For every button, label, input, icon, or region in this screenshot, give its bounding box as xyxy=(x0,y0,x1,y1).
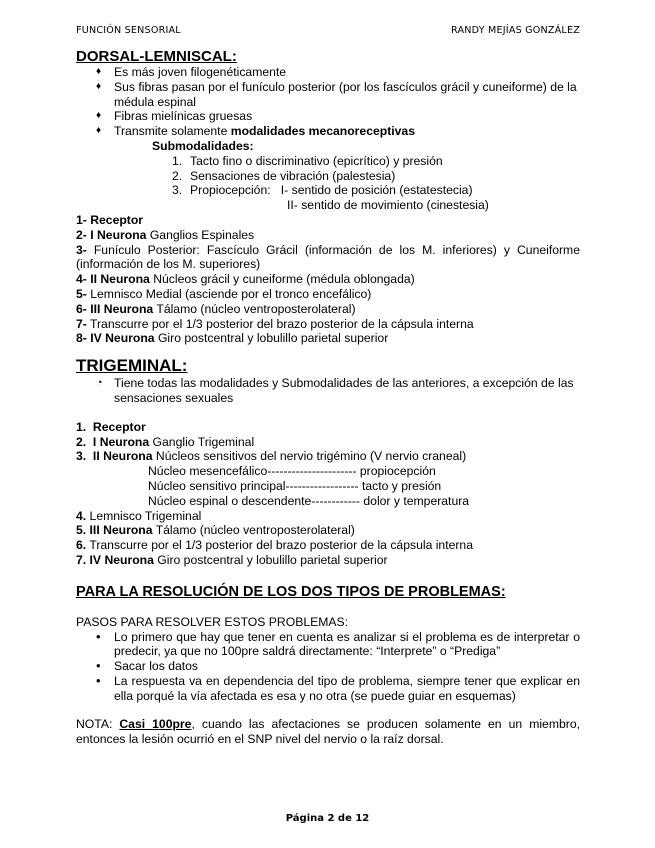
trigeminal-bullets xyxy=(96,376,580,406)
note-paragraph: NOTA: Casi 100pre, cuando las afectaciones se producen solamente en un miembro, entonces la lesión ocurrió en el SNP nivel del nervio o la raíz dorsal. xyxy=(76,717,580,747)
bullet-text: Transmite solamente xyxy=(114,124,231,139)
item-number: 2. xyxy=(172,168,183,183)
resolution-bullets xyxy=(96,630,580,704)
step-line: 2- I Neurona Ganglios Espinales xyxy=(76,227,255,242)
step-line: 3- Funículo Posterior: Fascículo Grácil (información de los M. inferiores) y Cuneiforme (información de los M. superiores) xyxy=(76,242,580,272)
nucleus-line: Núcleo mesencefálico---------------------- propiocepción xyxy=(148,464,436,479)
step-line: 8- IV Neurona Giro postcentral y lobulillo parietal superior xyxy=(76,331,389,346)
step-line: 5. III Neurona Tálamo (núcleo ventroposterolateral) xyxy=(76,523,355,538)
step-line: 1- Receptor xyxy=(76,212,144,227)
item-text: Tacto fino o discriminativo (epicrítico) y presión xyxy=(190,153,443,168)
list-item: ♦ Es más joven filogenéticamente xyxy=(96,65,580,80)
list-item: ♦ Fibras mielínicas gruesas xyxy=(96,109,580,124)
item-number: 1. xyxy=(172,153,183,168)
step-line: 1. Receptor xyxy=(76,419,146,434)
item-number: 3. xyxy=(172,183,183,198)
item-text: Sensaciones de vibración (palestesia) xyxy=(190,168,396,183)
step-line: 2. I Neurona Ganglio Trigeminal xyxy=(76,434,255,449)
step-line: 5- Lemnisco Medial (asciende por el tronco encefálico) xyxy=(76,286,372,301)
list-item xyxy=(172,169,580,184)
resolution-title: PARA LA RESOLUCIÓN DE LOS DOS TIPOS DE PROBLEMAS: xyxy=(76,583,506,600)
step-line: 7- Transcurre por el 1/3 posterior del brazo posterior de la cápsula interna xyxy=(76,316,474,331)
bullet-bold: modalidades mecanoreceptivas xyxy=(230,124,415,139)
list-item xyxy=(172,183,580,198)
resolution-intro: PASOS PARA RESOLVER ESTOS PROBLEMAS: xyxy=(76,614,349,629)
list-item: ♦ Sus fibras pasan por el funículo posterior (por los fascículos grácil y cuneiforme) de la médula espinal xyxy=(96,80,580,110)
submodalities-list xyxy=(172,154,580,198)
item-text: Propiocepción: I- sentido de posición (estatestecia) xyxy=(190,183,473,198)
step-line: 4- II Neurona Núcleos grácil y cuneiforme (médula oblongada) xyxy=(76,272,415,287)
note-emphasis: Casi 100pre xyxy=(119,717,192,732)
nucleus-line: Núcleo espinal o descendente------------ dolor y temperatura xyxy=(148,493,470,508)
list-item xyxy=(172,154,580,169)
dorsal-steps xyxy=(76,213,580,346)
list-item xyxy=(96,124,580,139)
list-item: • Sacar los datos xyxy=(96,659,580,674)
nucleus-line: Núcleo sensitivo principal------------------ tacto y presión xyxy=(148,478,442,493)
list-item: • La respuesta va en dependencia del tipo de problema, siempre tener que explicar en ella porqué la vía afectada es esa y no otra (se puede guiar en esquemas) xyxy=(96,674,580,704)
step-line: 6- III Neurona Tálamo (núcleo ventroposterolateral) xyxy=(76,301,356,316)
clock-icon: ◔ xyxy=(96,377,103,390)
page-content xyxy=(76,48,580,747)
proprioception-second: II- sentido de movimiento (cinestesia) xyxy=(287,198,489,213)
list-item: • Lo primero que hay que tener en cuenta es analizar si el problema es de interpretar o predecir, ya que no 100pre saldrá directamente: “Interprete” o “Prediga” xyxy=(96,630,580,660)
trigeminal-steps xyxy=(76,420,580,568)
submodalities-heading: Submodalidades: xyxy=(152,138,254,153)
step-line: 3. II Neurona Núcleos sensitivos del nervio trigémino (V nervio craneal) xyxy=(76,449,467,464)
page-number: Página 2 de 12 xyxy=(285,813,370,824)
list-item: ◔ Tiene todas las modalidades y Submodalidades de las anteriores, a excepción de las sensaciones sexuales xyxy=(96,376,574,405)
header-left: FUNCIÓN SENSORIAL xyxy=(76,25,181,36)
step-line: 4. Lemnisco Trigeminal xyxy=(76,508,202,523)
header-right: RANDY MEJÍAS GONZÁLEZ xyxy=(451,25,580,36)
trigeminal-title: TRIGEMINAL: xyxy=(76,356,188,376)
dorsal-bullets xyxy=(96,65,580,139)
step-line: 6. Transcurre por el 1/3 posterior del brazo posterior de la cápsula interna xyxy=(76,538,473,553)
dorsal-title: DORSAL-LEMNISCAL: xyxy=(76,48,237,65)
step-line: 7. IV Neurona Giro postcentral y lobulillo parietal superior xyxy=(76,552,388,567)
